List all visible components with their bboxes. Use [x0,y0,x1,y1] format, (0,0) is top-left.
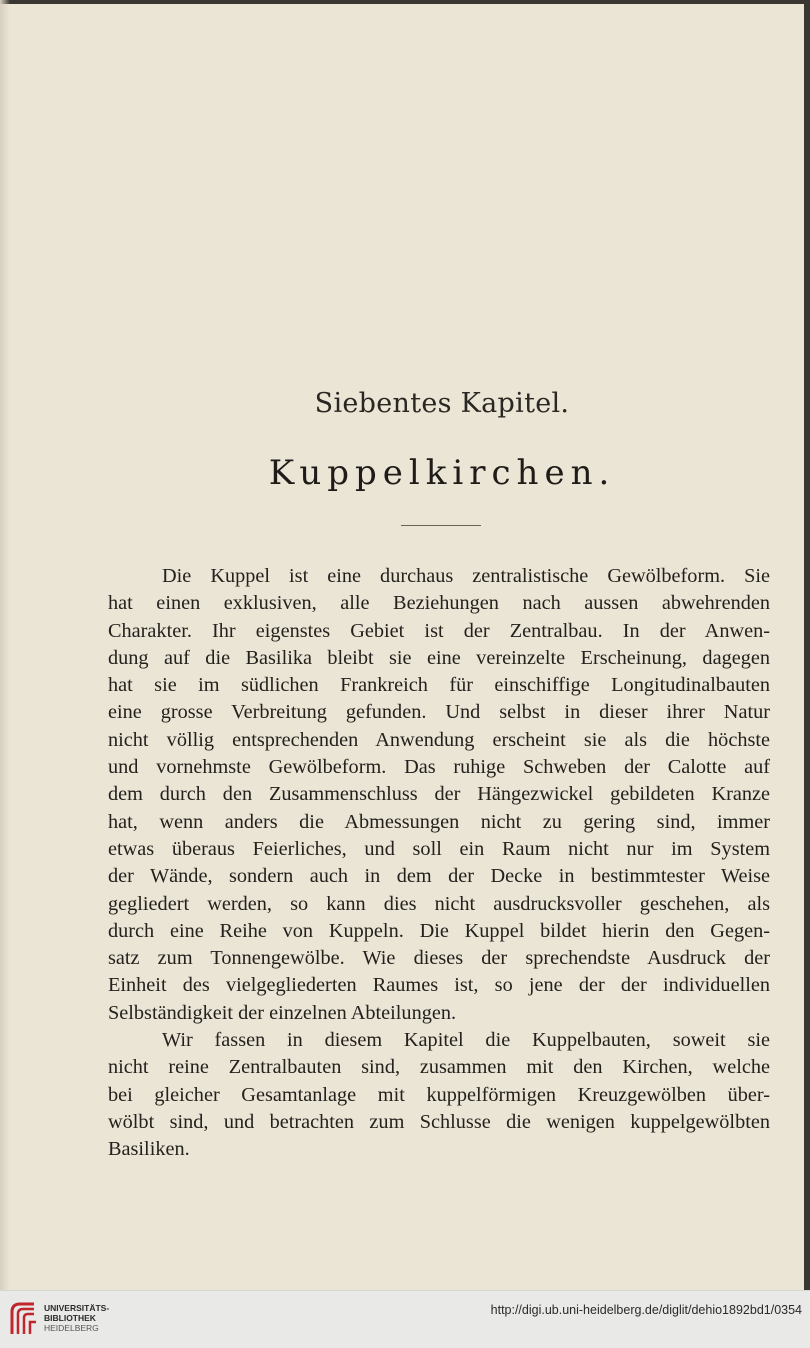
permalink-url[interactable]: http://digi.ub.uni-heidelberg.de/diglit/dehio1892bd1/0354 [490,1303,802,1317]
logo-line-2: BIBLIOTHEK [44,1313,96,1323]
text-line: dung auf die Basilika bleibt sie eine vereinzelte Erscheinung, dagegen [108,646,770,669]
viewer-footer [0,1290,810,1348]
paragraph-1 [108,563,770,1027]
logo-line-3: HEIDELBERG [44,1323,99,1333]
text-line: Selbständigkeit der einzelnen Abteilungen. [108,1001,457,1024]
text-line: nicht völlig entsprechenden Anwendung erscheint sie als die höchste [108,728,770,751]
text-line: hat einen exklusiven, alle Beziehungen nach aussen abwehrenden [108,592,770,615]
chapter-number: Siebentes Kapitel. [314,388,570,419]
text-line: eine grosse Verbreitung gefunden. Und selbst in dieser ihrer Natur [108,701,770,724]
page-right-edge [804,0,810,1290]
logo-line-1: UNIVERSITÄTS- [44,1303,110,1313]
title-divider [401,525,481,526]
chapter-title: Kuppelkirchen. [268,453,616,493]
page-top-edge [0,0,810,4]
text-line: Wir fassen in diesem Kapitel die Kuppelbauten, soweit sie [162,1029,770,1052]
page-left-shading [0,0,10,1290]
body-text [108,563,770,1164]
text-line: durch eine Reihe von Kuppeln. Die Kuppel bildet hierin den Gegen- [108,919,770,942]
text-line: und vornehmste Gewölbeform. Das ruhige Schweben der Calotte auf [108,756,770,779]
text-line: dem durch den Zusammenschluss der Hängezwickel gebildeten Kranze [108,783,770,806]
text-line: hat, wenn anders die Abmessungen nicht zu gering sind, immer [108,810,770,833]
university-heidelberg-logo-icon[interactable] [8,1300,40,1336]
text-line: bei gleicher Gesamtanlage mit kuppelförmigen Kreuzgewölben über- [108,1083,770,1106]
text-line: Die Kuppel ist eine durchaus zentralistische Gewölbeform. Sie [162,565,770,587]
text-line: gegliedert werden, so kann dies nicht ausdrucksvoller geschehen, als [108,892,770,915]
text-line: etwas überaus Feierliches, und soll ein Raum nicht nur im System [108,837,770,860]
text-line: hat sie im südlichen Frankreich für einschiffige Longitudinalbauten [108,674,770,697]
text-line: satz zum Tonnengewölbe. Wie dieses der sprechendste Ausdruck der [108,947,770,970]
text-line: Charakter. Ihr eigenstes Gebiet ist der Zentralbau. In der Anwen- [108,619,770,642]
text-line: wölbt sind, und betrachten zum Schlusse die wenigen kuppelgewölbten [108,1110,770,1133]
library-logo-text[interactable] [44,1303,109,1333]
text-line: nicht reine Zentralbauten sind, zusammen mit den Kirchen, welche [108,1056,770,1079]
text-line: der Wände, sondern auch in dem der Decke in bestimmtester Weise [108,865,770,888]
text-line: Basiliken. [108,1138,190,1161]
text-line: Einheit des vielgegliederten Raumes ist, so jene der der individuellen [108,974,770,997]
paragraph-2 [108,1027,770,1163]
